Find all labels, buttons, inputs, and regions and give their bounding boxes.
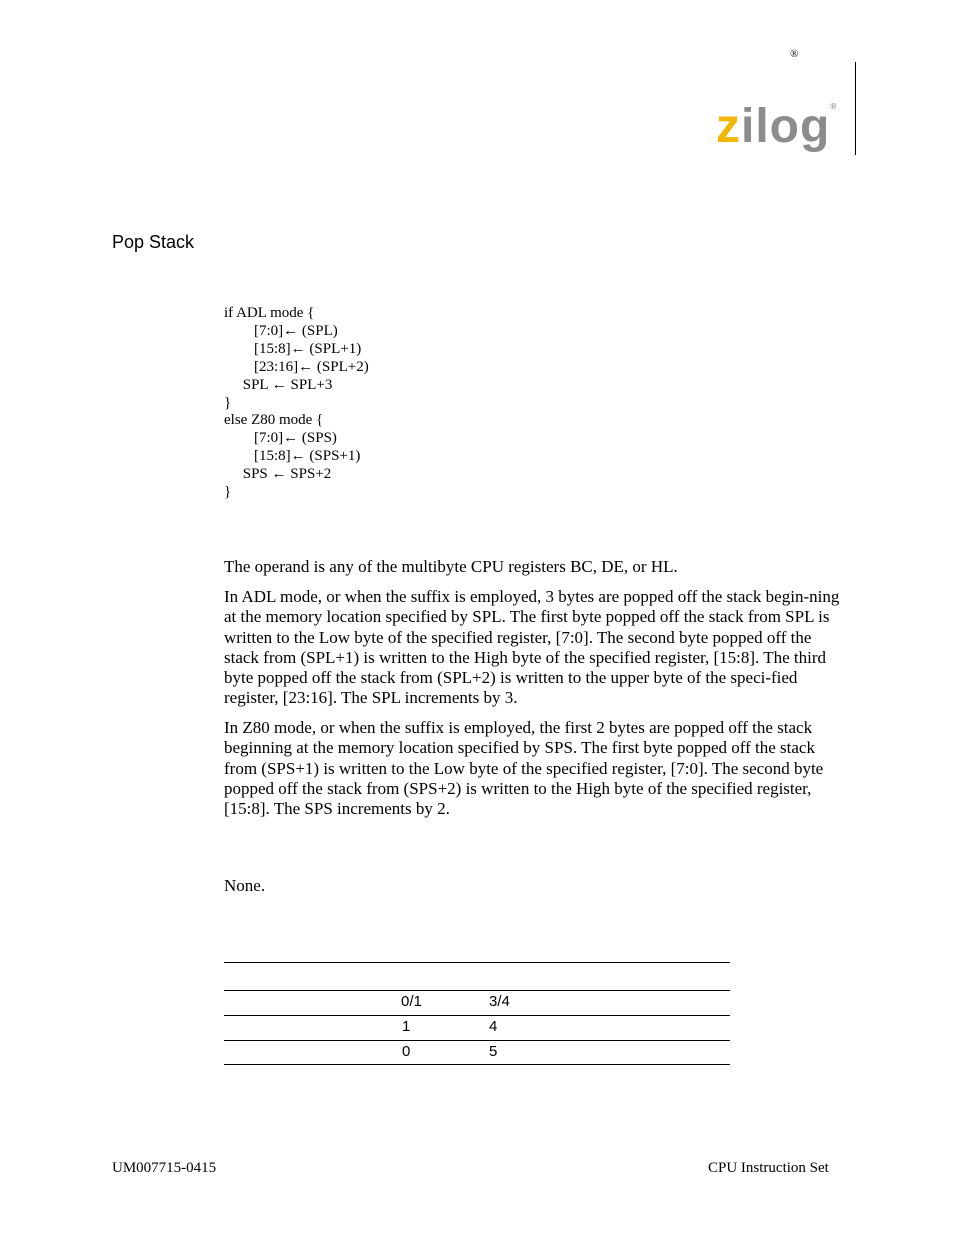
code-line: [23:16]← (SPL+2) (224, 358, 369, 375)
table-bottom-rule (224, 1064, 730, 1065)
table-divider (224, 990, 730, 991)
condition-bits-none: None. (224, 876, 266, 895)
code-line: SPL ← SPL+3 (224, 376, 333, 393)
description-paragraph-1: The operand is any of the multibyte CPU registers BC, DE, or HL. (224, 557, 678, 576)
table-cell: 0 (402, 1043, 411, 1060)
table-divider (224, 1040, 730, 1041)
zilog-logo (716, 100, 838, 153)
table-header-rule (224, 962, 730, 963)
section-title: Pop Stack (112, 232, 195, 252)
code-line: if ADL mode { (224, 305, 315, 321)
description-paragraph-2: In ADL mode, or when the suffix is employed, 3 bytes are popped off the stack begin-ning at the memory location specified by SPL. The first byte popped off the stack from SPL is written to the Low byte of the specified register, [7:0]. The second byte popped off the stack from (SPL+1) is written to the High byte of the specified register, [15:8]. The third byte popped off the stack from (SPL+2) is written to the upper byte of the speci-fied register, [23:16]. The SPL increments by 3. (224, 587, 840, 708)
logo-z: z (716, 100, 741, 153)
code-line: [7:0]← (SPL) (224, 322, 338, 339)
code-line: SPS ← SPS+2 (224, 466, 332, 483)
table-cell: 4 (489, 1018, 498, 1035)
code-line: [7:0]← (SPS) (224, 430, 337, 447)
table-cell: 0/1 (401, 993, 422, 1010)
footer-document-id: UM007715-0415 (112, 1160, 217, 1176)
table-cell: 1 (402, 1018, 411, 1035)
table-cell: 3/4 (489, 993, 510, 1010)
code-line: [15:8]← (SPS+1) (224, 448, 361, 465)
header-vertical-rule (855, 62, 856, 155)
table-divider (224, 1015, 730, 1016)
code-line: } (224, 484, 232, 501)
logo-rest: ilog (741, 100, 831, 153)
operation-code-block (224, 305, 369, 502)
logo-trademark: ® (830, 102, 838, 111)
table-cell: 5 (489, 1043, 498, 1060)
footer-section-name: CPU Instruction Set (708, 1160, 829, 1176)
description-paragraph-3: In Z80 mode, or when the suffix is employed, the first 2 bytes are popped off the stack beginning at the memory location specified by SPS. The first byte popped off the stack from (SPS+1) is written to the Low byte of the specified register, [7:0]. The second byte popped off the stack from (SPS+2) is written to the High byte of the specified register, [15:8]. The SPS increments by 2. (224, 718, 824, 819)
code-line: } (224, 394, 232, 411)
code-line: [15:8]← (SPL+1) (224, 340, 362, 357)
registered-mark: ® (790, 48, 799, 60)
code-line: else Z80 mode { (224, 412, 324, 429)
